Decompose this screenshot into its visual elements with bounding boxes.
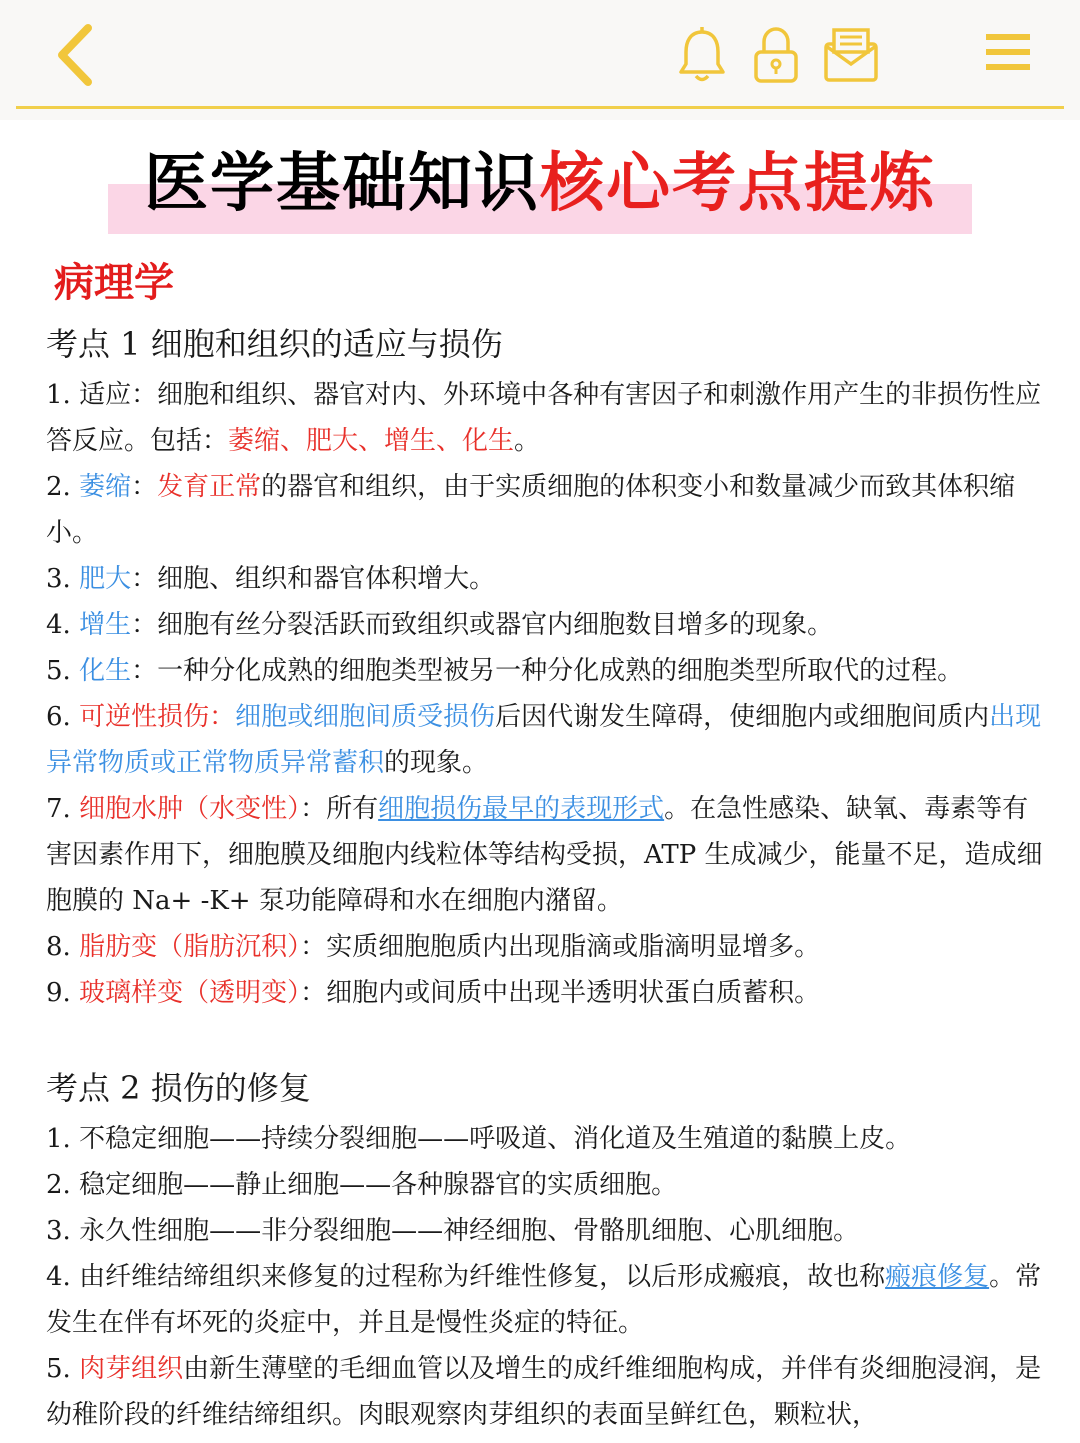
- point2-item-4: 4. 由纤维结缔组织来修复的过程称为纤维性修复，以后形成瘢痕，故也称瘢痕修复。常发生在伴有坏死的炎症中，并且是慢性炎症的特征。: [46, 1262, 1042, 1338]
- section-heading: 病理学: [54, 259, 174, 306]
- title-black-part: 医学基础知识: [144, 147, 540, 221]
- article-body: [46, 318, 1046, 1438]
- point2-heading: 考点 2 损伤的修复: [46, 1069, 311, 1107]
- page-title: [108, 138, 972, 236]
- point2-item-3: 3. 永久性细胞——非分裂细胞——神经细胞、骨骼肌细胞、心肌细胞。: [46, 1216, 860, 1246]
- point2-item-2: 2. 稳定细胞——静止细胞——各种腺器官的实质细胞。: [46, 1170, 678, 1200]
- point1-item-4: 4. 增生：细胞有丝分裂活跃而致组织或器官内细胞数目增多的现象。: [46, 610, 834, 640]
- back-arrow-icon[interactable]: [50, 22, 100, 88]
- point1-item-3: 3. 肥大：细胞、组织和器官体积增大。: [46, 564, 496, 594]
- point1-item-6: 6. 可逆性损伤：细胞或细胞间质受损伤后因代谢发生障碍，使细胞内或细胞间质内出现异常物质或正常物质异常蓄积的现象。: [46, 702, 1042, 778]
- point1-item-7: 7. 细胞水肿（水变性）：所有细胞损伤最早的表现形式。在急性感染、缺氧、毒素等有害因素作用下，细胞膜及细胞内线粒体等结构受损，ATP 生成减少，能量不足，造成细胞膜的 Na+ -K+ 泵功能障碍和水在细胞内潴留。: [46, 794, 1043, 916]
- menu-icon[interactable]: [982, 30, 1034, 74]
- point1-item-1: 1. 适应：细胞和组织、器官对内、外环境中各种有害因子和刺激作用产生的非损伤性应答反应。包括：萎缩、肥大、增生、化生。: [46, 380, 1042, 456]
- toolbar-divider: [16, 106, 1064, 109]
- link-earliest-injury[interactable]: 细胞损伤最早的表现形式: [378, 794, 665, 824]
- point1-item-8: 8. 脂肪变（脂肪沉积）：实质细胞胞质内出现脂滴或脂滴明显增多。: [46, 932, 821, 962]
- point1-heading: 考点 1 细胞和组织的适应与损伤: [46, 325, 503, 363]
- mail-icon[interactable]: [822, 26, 880, 84]
- point2-item-1: 1. 不稳定细胞——持续分裂细胞——呼吸道、消化道及生殖道的黏膜上皮。: [46, 1124, 912, 1154]
- point1-item-5: 5. 化生：一种分化成熟的细胞类型被另一种分化成熟的细胞类型所取代的过程。: [46, 656, 964, 686]
- point1-item-2: 2. 萎缩：发育正常的器官和组织，由于实质细胞的体积变小和数量减少而致其体积缩小。: [46, 472, 1016, 548]
- point1-item-9: 9. 玻璃样变（透明变）：细胞内或间质中出现半透明状蛋白质蓄积。: [46, 978, 821, 1008]
- point2-item-5: 5. 肉芽组织由新生薄壁的毛细血管以及增生的成纤维细胞构成，并伴有炎细胞浸润，是幼稚阶段的纤维结缔组织。肉眼观察肉芽组织的表面呈鲜红色，颗粒状，: [46, 1354, 1042, 1430]
- top-toolbar: [0, 0, 1080, 120]
- link-scar-repair[interactable]: 瘢痕修复: [885, 1262, 990, 1292]
- title-red-part: 核心考点提炼: [540, 147, 936, 221]
- bell-icon[interactable]: [676, 26, 728, 84]
- lock-icon[interactable]: [750, 26, 802, 84]
